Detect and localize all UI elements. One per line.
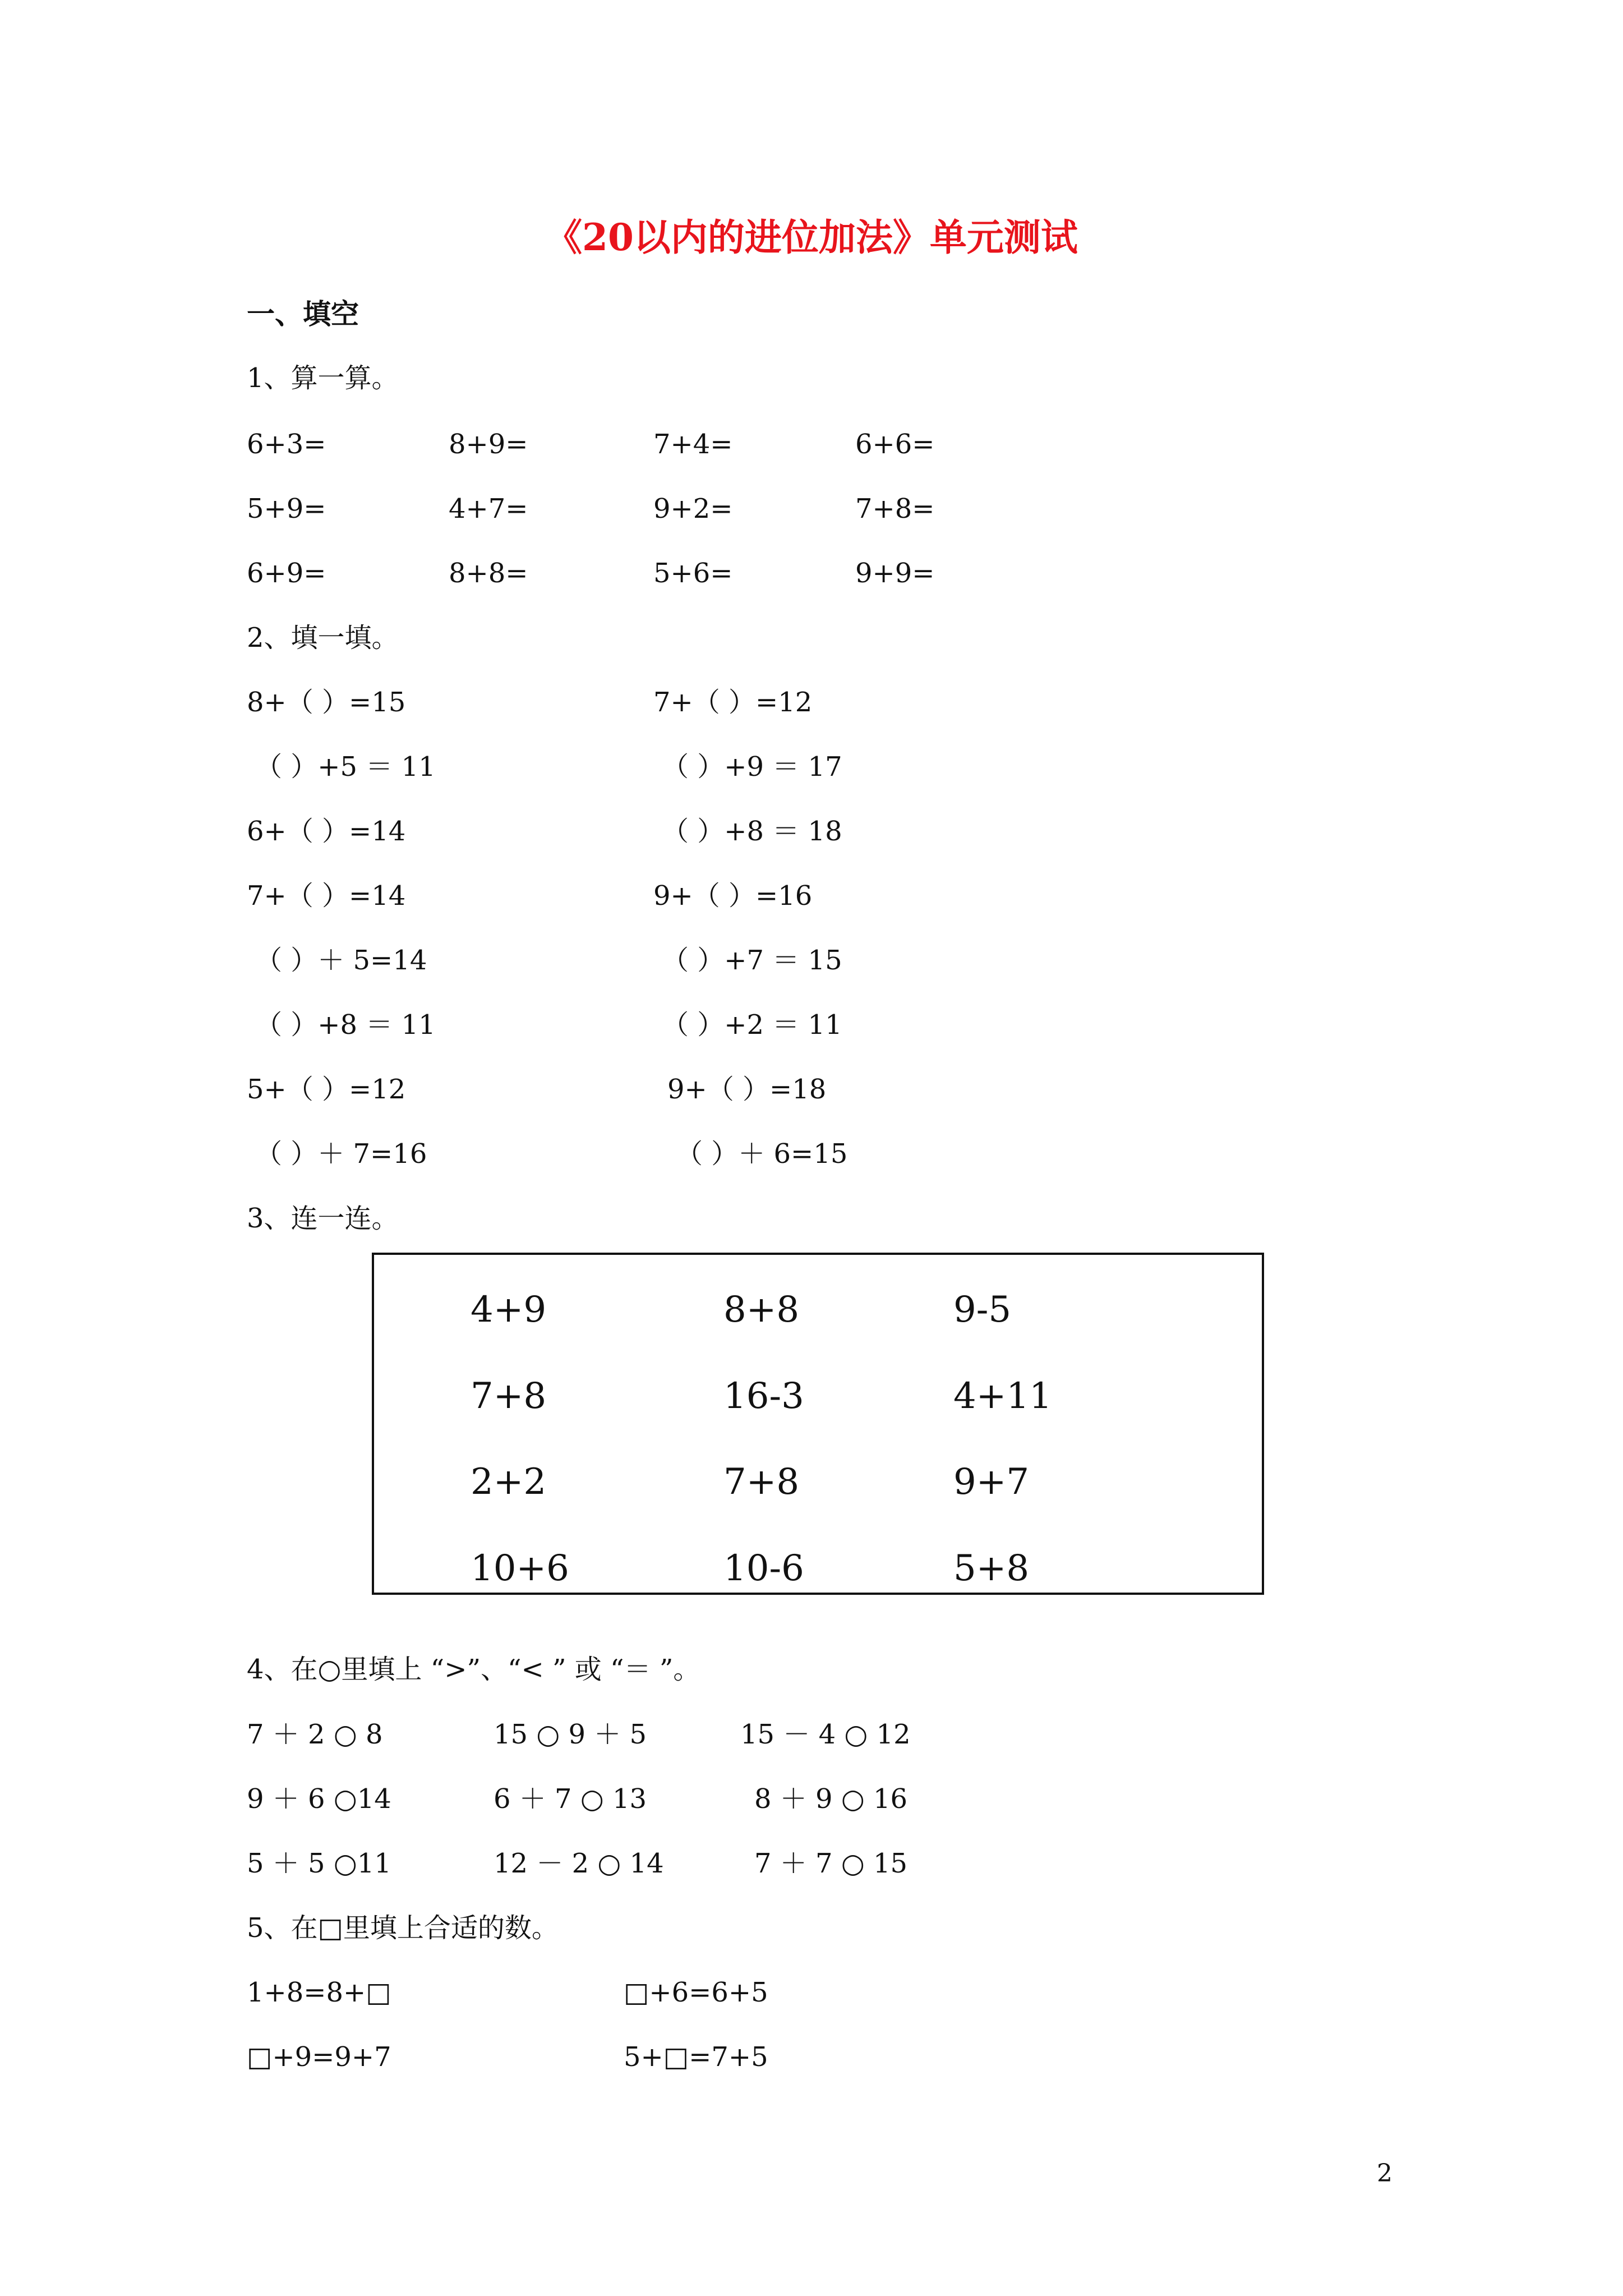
section-heading-fill-in: 一、填空 [247,297,359,330]
matching-expression: 9-5 [953,1289,1012,1331]
q5-heading: 5、在□里填上合适的数。 [247,1912,559,1944]
q2-problem: （ ）+9 ＝ 17 [662,751,842,783]
q2-problem: （ ）+8 ＝ 18 [662,816,842,847]
q1-problem: 8+8= [449,558,528,589]
q4-comparison: 12 － 2 ○ 14 [494,1848,664,1879]
q2-problem: 7+（ ）=12 [653,687,813,718]
q4-row [0,1783,1623,1819]
q2-problem: 8+（ ）=15 [247,687,406,718]
q2-problem: 7+（ ）=14 [247,880,406,912]
q5-problem: 1+8=8+□ [247,1977,391,2008]
matching-box [372,1253,1264,1595]
q2-row [0,689,1623,723]
q5-problem: □+6=6+5 [624,1977,768,2008]
q1-problem: 9+9= [855,558,935,589]
q2-problem: （ ）＋ 7=16 [255,1138,427,1170]
q1-problem: 6+3= [247,429,326,460]
q4-comparison: 6 ＋ 7 ○ 13 [494,1783,647,1815]
q4-comparison: 7 ＋ 2 ○ 8 [247,1719,383,1750]
q2-problem: （ ）+7 ＝ 15 [662,945,842,976]
q2-problem: 9+（ ）=18 [667,1074,827,1105]
matching-row [374,1289,1262,1331]
q5-problem: 5+□=7+5 [624,2041,768,2073]
q2-row [0,947,1623,981]
q2-heading: 2、填一填。 [247,622,399,654]
matching-expression: 10-6 [723,1548,804,1589]
q4-comparison: 7 ＋ 7 ○ 15 [754,1848,908,1879]
matching-expression: 4+11 [953,1375,1052,1417]
q2-row [0,1011,1623,1045]
q2-problem: （ ）+5 ＝ 11 [255,751,436,783]
q1-problem: 4+7= [449,493,528,524]
q2-problem: （ ）＋ 6=15 [676,1138,848,1170]
q1-heading: 1、算一算。 [247,362,399,394]
q2-row [0,1140,1623,1174]
q5-row [0,2041,1623,2077]
q4-row [0,1850,1623,1884]
q1-row [0,495,1623,529]
q2-problem: （ ）＋ 5=14 [255,945,427,976]
q4-comparison: 15 － 4 ○ 12 [740,1719,911,1750]
matching-expression: 10+6 [471,1548,569,1589]
q2-row [0,753,1623,787]
q4-row [0,1721,1623,1755]
q2-problem: 6+（ ）=14 [247,816,406,847]
q1-row [0,431,1623,464]
matching-expression: 7+8 [471,1375,547,1417]
q1-problem: 9+2= [653,493,733,524]
q2-problem: （ ）+8 ＝ 11 [255,1009,436,1041]
q4-heading: 4、在○里填上 “>”、“< ” 或 “＝ ”。 [247,1654,700,1685]
matching-expression: 7+8 [723,1461,800,1503]
matching-row [374,1550,1262,1590]
q2-row [0,882,1623,916]
q4-comparison: 9 ＋ 6 ○14 [247,1783,391,1815]
q1-problem: 5+6= [653,558,733,589]
q1-row [0,560,1623,593]
q2-row [0,818,1623,852]
q1-problem: 5+9= [247,493,326,524]
q2-problem: 5+（ ）=12 [247,1074,406,1105]
matching-expression: 2+2 [471,1461,547,1503]
q1-problem: 8+9= [449,429,528,460]
page-title: 《20以内的进位加法》单元测试 [545,215,1078,259]
matching-expression: 9+7 [953,1461,1030,1503]
matching-row [374,1375,1262,1418]
q2-problem: 9+（ ）=16 [653,880,813,912]
q1-problem: 7+8= [855,493,935,524]
q4-comparison: 15 ○ 9 ＋ 5 [494,1719,647,1750]
q4-comparison: 8 ＋ 9 ○ 16 [754,1783,908,1815]
matching-expression: 16-3 [723,1375,804,1417]
q4-comparison: 5 ＋ 5 ○11 [247,1848,391,1879]
q1-problem: 6+6= [855,429,935,460]
q5-row [0,1979,1623,2013]
page-number: 2 [1377,2159,1393,2188]
q5-problem: □+9=9+7 [247,2041,391,2073]
matching-expression: 8+8 [723,1289,800,1331]
matching-expression: 5+8 [953,1548,1030,1589]
q2-problem: （ ）+2 ＝ 11 [662,1009,842,1041]
matching-expression: 4+9 [471,1289,547,1331]
matching-row [374,1461,1262,1503]
q3-heading: 3、连一连。 [247,1203,399,1234]
q1-problem: 7+4= [653,429,733,460]
q2-row [0,1076,1623,1110]
q1-problem: 6+9= [247,558,326,589]
